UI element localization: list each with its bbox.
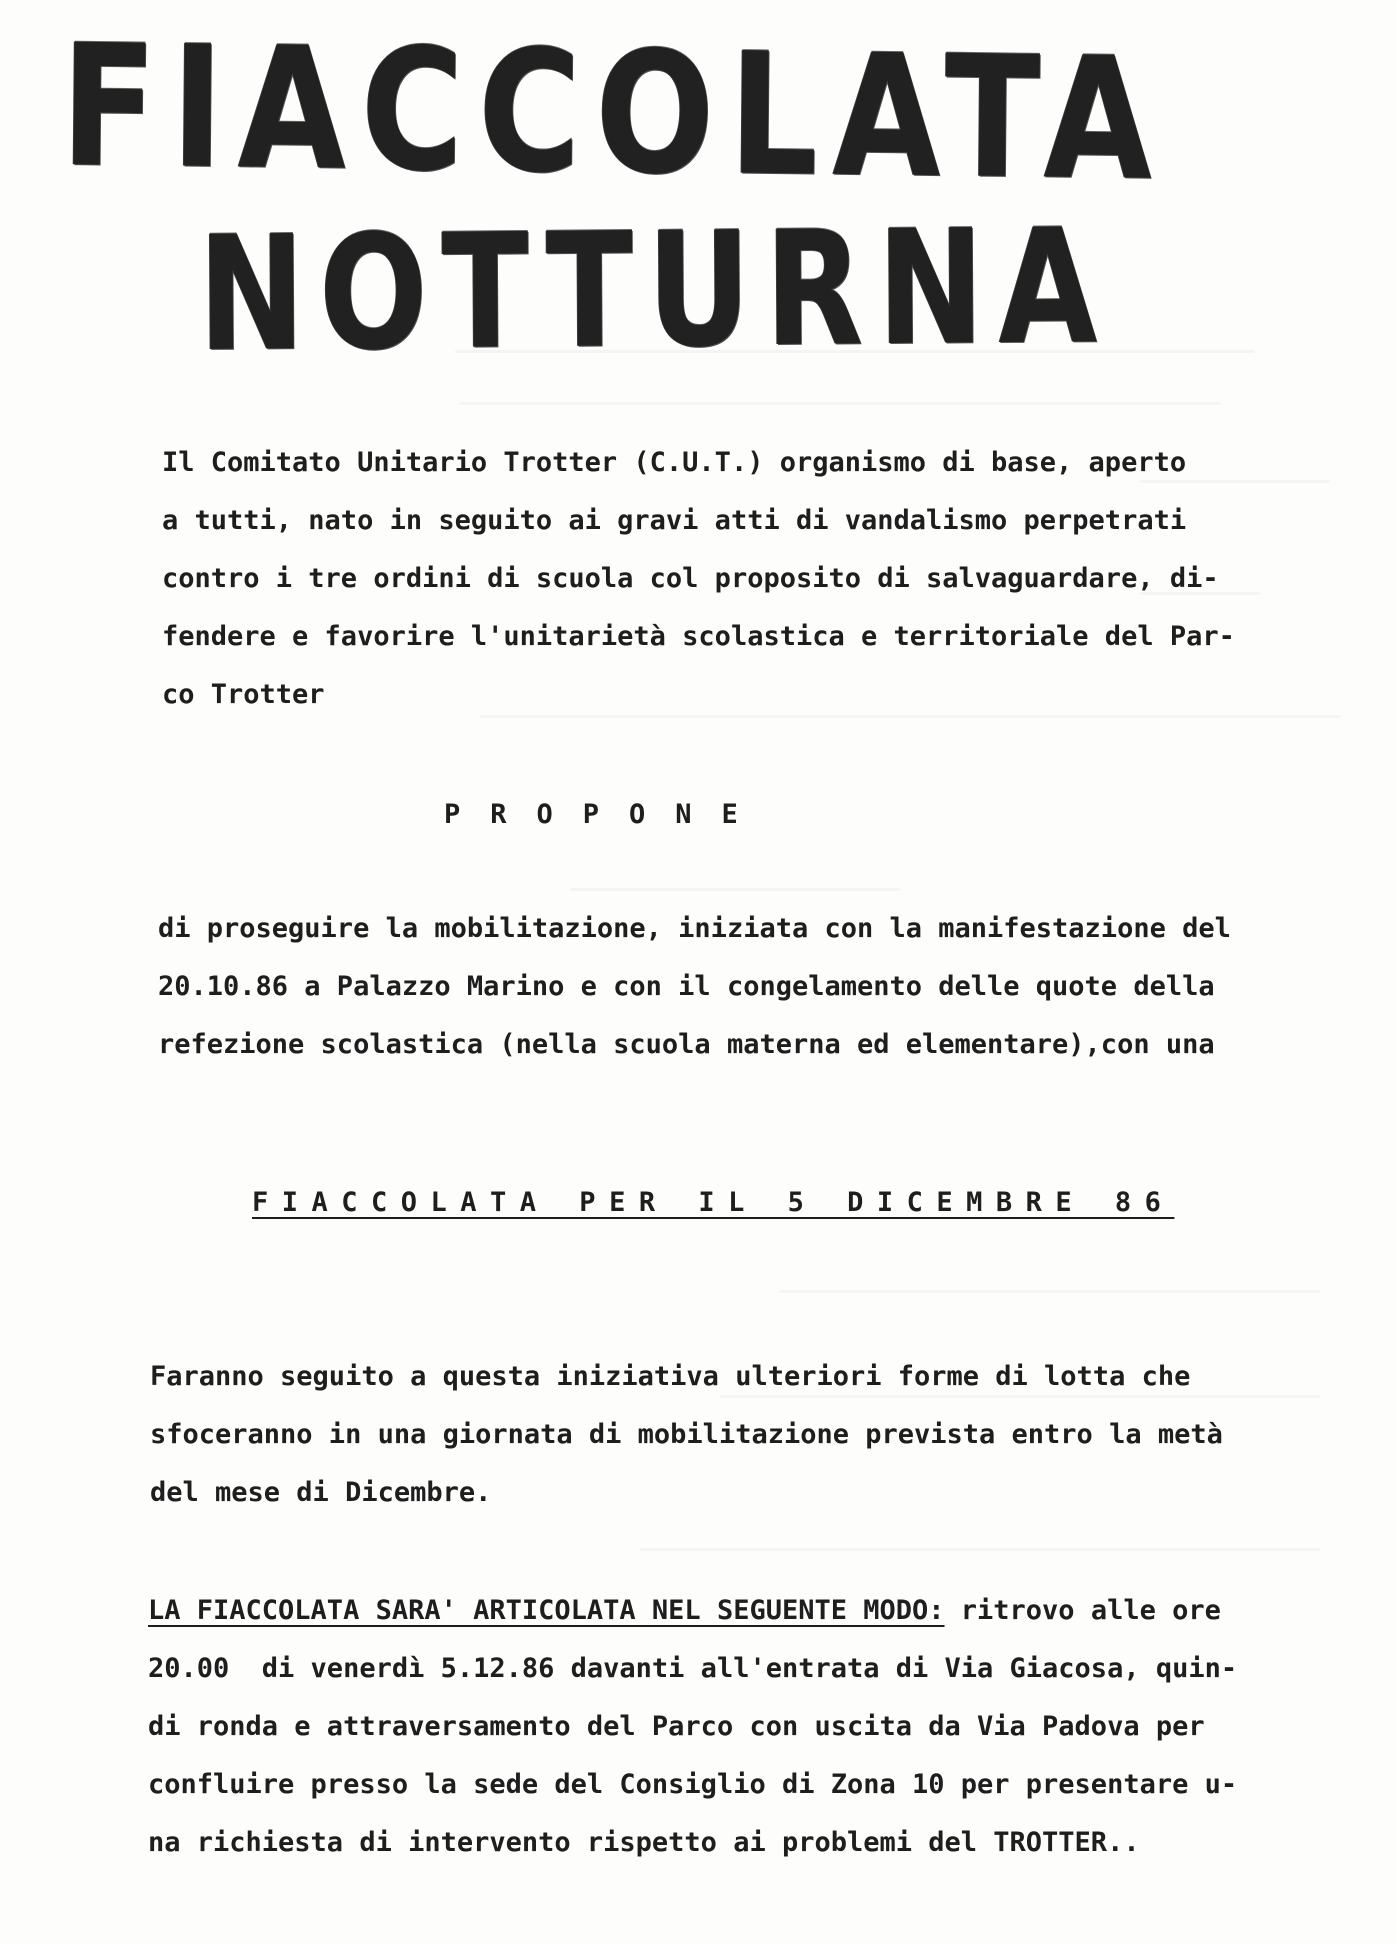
articolazione-heading-rest: ritrovo alle ore	[944, 1595, 1221, 1626]
show-through-mark	[780, 1290, 1320, 1293]
show-through-mark	[720, 1395, 1320, 1398]
articolazione-line: 20.00 di venerdì 5.12.86 davanti all'entrata di Via Giacosa, quin-	[148, 1653, 1238, 1684]
show-through-mark	[480, 715, 1340, 718]
articolazione-line: confluire presso la sede del Consiglio di Zona 10 per presentare u-	[148, 1769, 1238, 1800]
propone-heading: PROPONE	[444, 799, 768, 830]
intro-line: Il Comitato Unitario Trotter (C.U.T.) organismo di base, aperto	[162, 447, 1187, 478]
mobilitazione-line: di proseguire la mobilitazione, iniziata con la manifestazione del	[158, 913, 1231, 944]
event-title: FIACCOLATA PER IL 5 DICEMBRE 86	[252, 1187, 1175, 1218]
articolazione-first-line	[148, 1596, 1221, 1626]
articolazione-line: na richiesta di intervento rispetto ai problemi del TROTTER..	[148, 1827, 1140, 1858]
mobilitazione-line: refezione scolastica (nella scuola materna ed elementare),con una	[158, 1029, 1215, 1060]
mobilitazione-line: 20.10.86 a Palazzo Marino e con il congelamento delle quote della	[158, 971, 1215, 1002]
show-through-mark	[640, 1548, 1320, 1551]
headline-line-1: FIACCOLATA	[60, 8, 1168, 218]
headline-line-2: NOTTURNA	[197, 195, 1112, 387]
show-through-mark	[460, 402, 1220, 405]
seguito-line: Faranno seguito a questa iniziativa ulteriori forme di lotta che	[150, 1361, 1191, 1392]
intro-line: contro i tre ordini di scuola col proposito di salvaguardare, di-	[162, 563, 1219, 594]
intro-line: fendere e favorire l'unitarietà scolastica e territoriale del Par-	[162, 621, 1235, 652]
articolazione-line: di ronda e attraversamento del Parco con uscita da Via Padova per	[148, 1711, 1205, 1742]
intro-line: co Trotter	[162, 679, 325, 710]
intro-line: a tutti, nato in seguito ai gravi atti di vandalismo perpetrati	[162, 505, 1187, 536]
show-through-mark	[570, 888, 900, 891]
articolazione-heading: LA FIACCOLATA SARA' ARTICOLATA NEL SEGUENTE MODO:	[148, 1595, 945, 1626]
seguito-line: sfoceranno in una giornata di mobilitazione prevista entro la metà	[150, 1419, 1223, 1450]
seguito-line: del mese di Dicembre.	[150, 1477, 492, 1508]
show-through-mark	[1140, 480, 1330, 483]
